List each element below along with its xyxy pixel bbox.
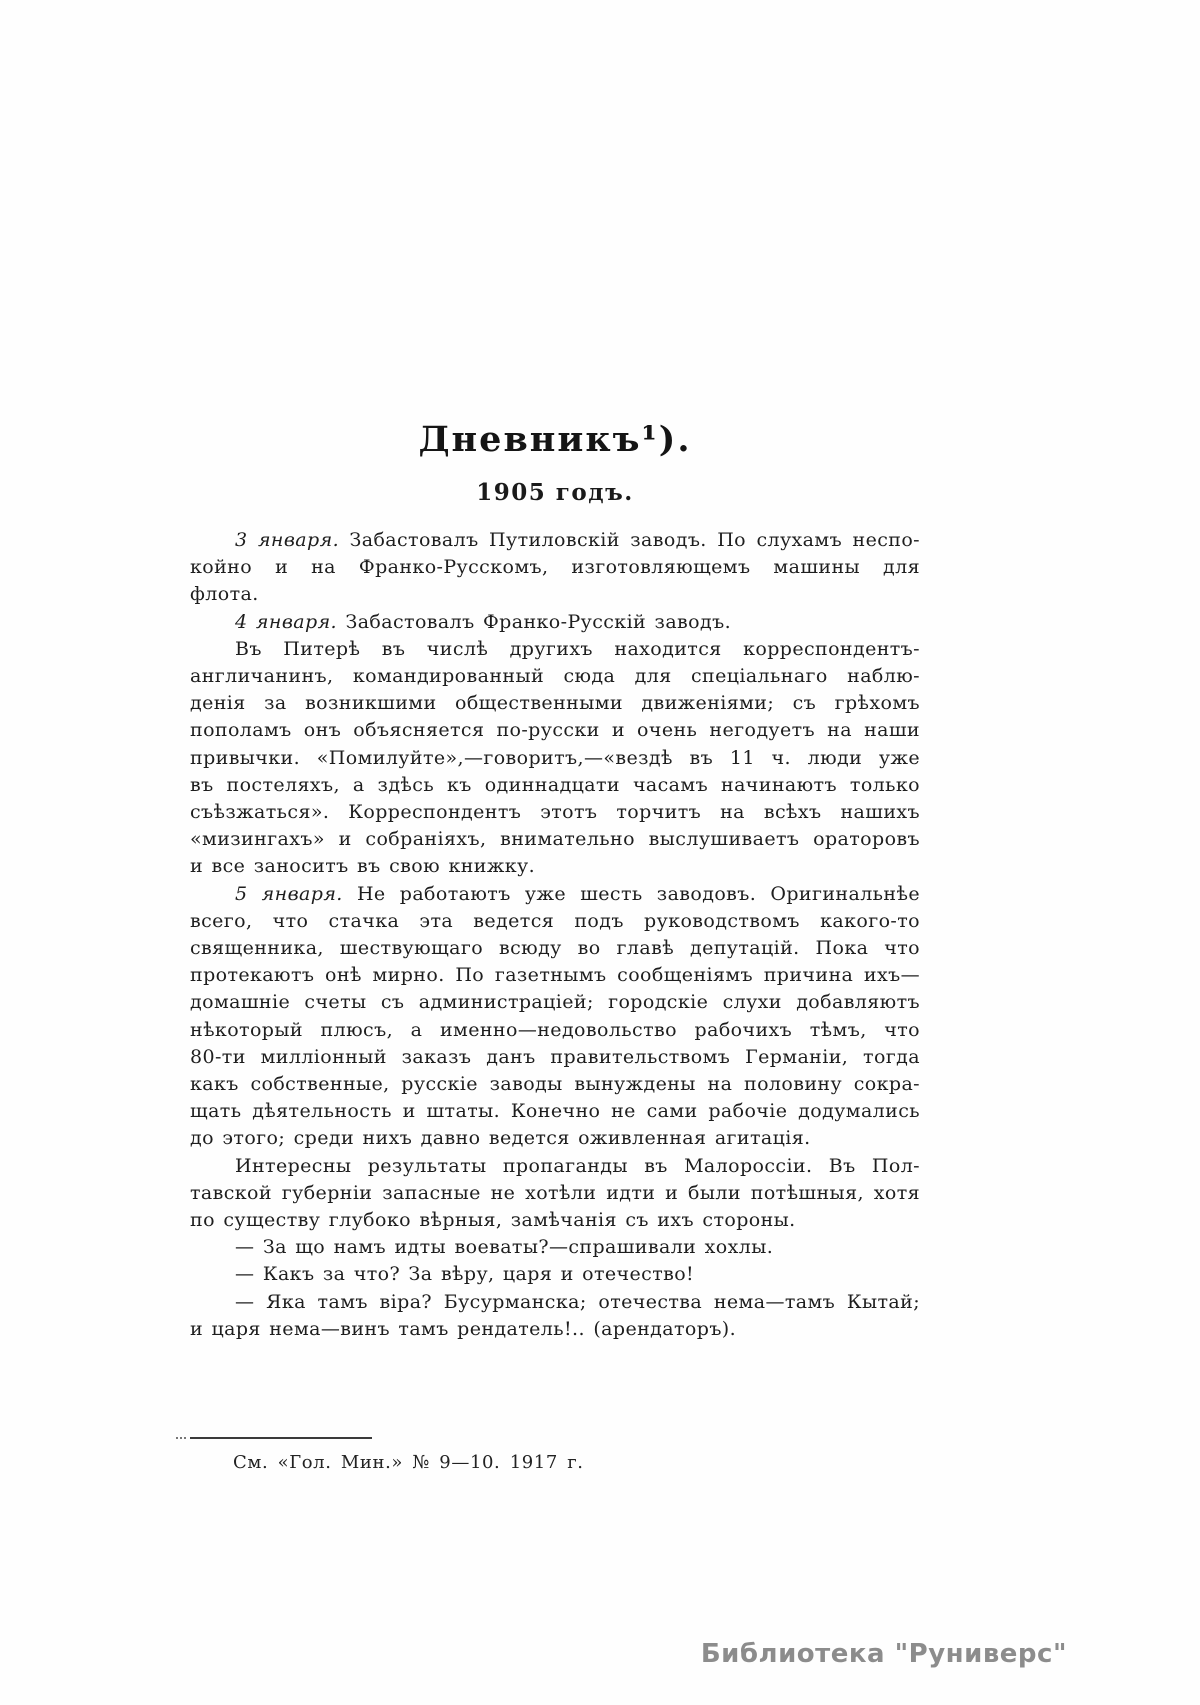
text-line: до этого; среди нихъ давно ведется оживленная агитація. bbox=[190, 1127, 811, 1150]
text-line: и все заноситъ въ свою книжку. bbox=[190, 855, 536, 878]
library-watermark: Библиотека "Руниверс" bbox=[700, 1639, 1067, 1669]
text-line: щать дѣятельность и штаты. Конечно не сами рабочіе додумались bbox=[190, 1100, 920, 1123]
text-line: тавской губерніи запасные не хотѣли идти и были потѣшныя, хотя bbox=[190, 1181, 920, 1204]
text-line: пополамъ онъ объясняется по-русски и очень негодуетъ на наши bbox=[190, 719, 920, 742]
footnote-text: См. «Гол. Мин.» № 9—10. 1917 г. bbox=[233, 1452, 584, 1473]
text-line: всего, что стачка эта ведется подъ руководствомъ какого-то bbox=[190, 909, 920, 932]
text-line: 80-ти милліонный заказъ данъ правительствомъ Германіи, тогда bbox=[190, 1045, 920, 1068]
paragraph bbox=[190, 881, 920, 1153]
text-line: 3 января. Забастовалъ Путиловскій заводъ. По слухамъ неспо- bbox=[235, 529, 920, 551]
entry-date: 4 января. bbox=[235, 610, 337, 633]
text-line: протекаютъ онѣ мирно. По газетнымъ сообщеніямъ причина ихъ— bbox=[190, 964, 920, 987]
paragraph bbox=[190, 1289, 920, 1343]
text-line: флота. bbox=[190, 583, 259, 606]
text-line: койно и на Франко-Русскомъ, изготовляющемъ машины для bbox=[190, 556, 920, 579]
text-line: «мизингахъ» и собраніяхъ, внимательно выслушиваетъ ораторовъ bbox=[190, 828, 920, 851]
text-line: Въ Питерѣ въ числѣ другихъ находится корреспондентъ- bbox=[235, 637, 920, 660]
text-line: домашніе счеты съ администраціей; городскіе слухи добавляютъ bbox=[190, 991, 920, 1014]
page-subtitle: 1905 годъ. bbox=[476, 479, 634, 506]
text-line: по существу глубоко вѣрныя, замѣчанія съ ихъ стороны. bbox=[190, 1209, 796, 1232]
body-text bbox=[190, 527, 920, 1343]
text-line: — За що намъ идты воеваты?—спрашивали хохлы. bbox=[235, 1236, 774, 1259]
text-line: — Какъ за что? За вѣру, царя и отечество! bbox=[235, 1263, 695, 1286]
page-title: Дневникъ¹). bbox=[418, 419, 692, 460]
text-line: англичанинъ, командированный сюда для спеціальнаго наблю- bbox=[190, 665, 920, 688]
text-line: и царя нема—винъ тамъ рендатель!.. (арендаторъ). bbox=[190, 1317, 737, 1340]
paragraph bbox=[190, 527, 920, 609]
paragraph bbox=[190, 636, 920, 881]
text-line: нѣкоторый плюсъ, а именно—недовольство рабочихъ тѣмъ, что bbox=[190, 1018, 920, 1041]
text-line: 5 января. Не работаютъ уже шесть заводовъ. Оригинальнѣе bbox=[235, 882, 920, 905]
paragraph bbox=[190, 1261, 920, 1288]
text-line: денія за возникшими общественными движеніями; съ грѣхомъ bbox=[190, 692, 920, 715]
footnote-divider bbox=[190, 1437, 372, 1439]
text-line: съѣзжаться». Корреспондентъ этотъ торчитъ на всѣхъ нашихъ bbox=[190, 801, 920, 824]
paragraph bbox=[190, 609, 920, 636]
entry-date: 3 января. bbox=[235, 529, 340, 551]
text-line: 4 января. Забастовалъ Франко-Русскій заводъ. bbox=[235, 610, 732, 633]
text-line: Интересны результаты пропаганды въ Малороссіи. Въ Пол- bbox=[235, 1154, 920, 1177]
text-line: привычки. «Помилуйте»,—говоритъ,—«вездѣ въ 11 ч. люди уже bbox=[190, 746, 920, 769]
text-line: священника, шествующаго всюду во главѣ депутацій. Пока что bbox=[190, 937, 920, 960]
entry-date: 5 января. bbox=[235, 882, 343, 905]
text-line: — Яка тамъ віра? Бусурманска; отечества нема—тамъ Кытай; bbox=[235, 1290, 920, 1313]
text-line: въ постеляхъ, а здѣсь къ одиннадцати часамъ начинаютъ только bbox=[190, 773, 920, 796]
paragraph bbox=[190, 1153, 920, 1235]
text-line: какъ собственные, русскіе заводы вынуждены на половину сокра- bbox=[190, 1073, 920, 1096]
paragraph bbox=[190, 1234, 920, 1261]
